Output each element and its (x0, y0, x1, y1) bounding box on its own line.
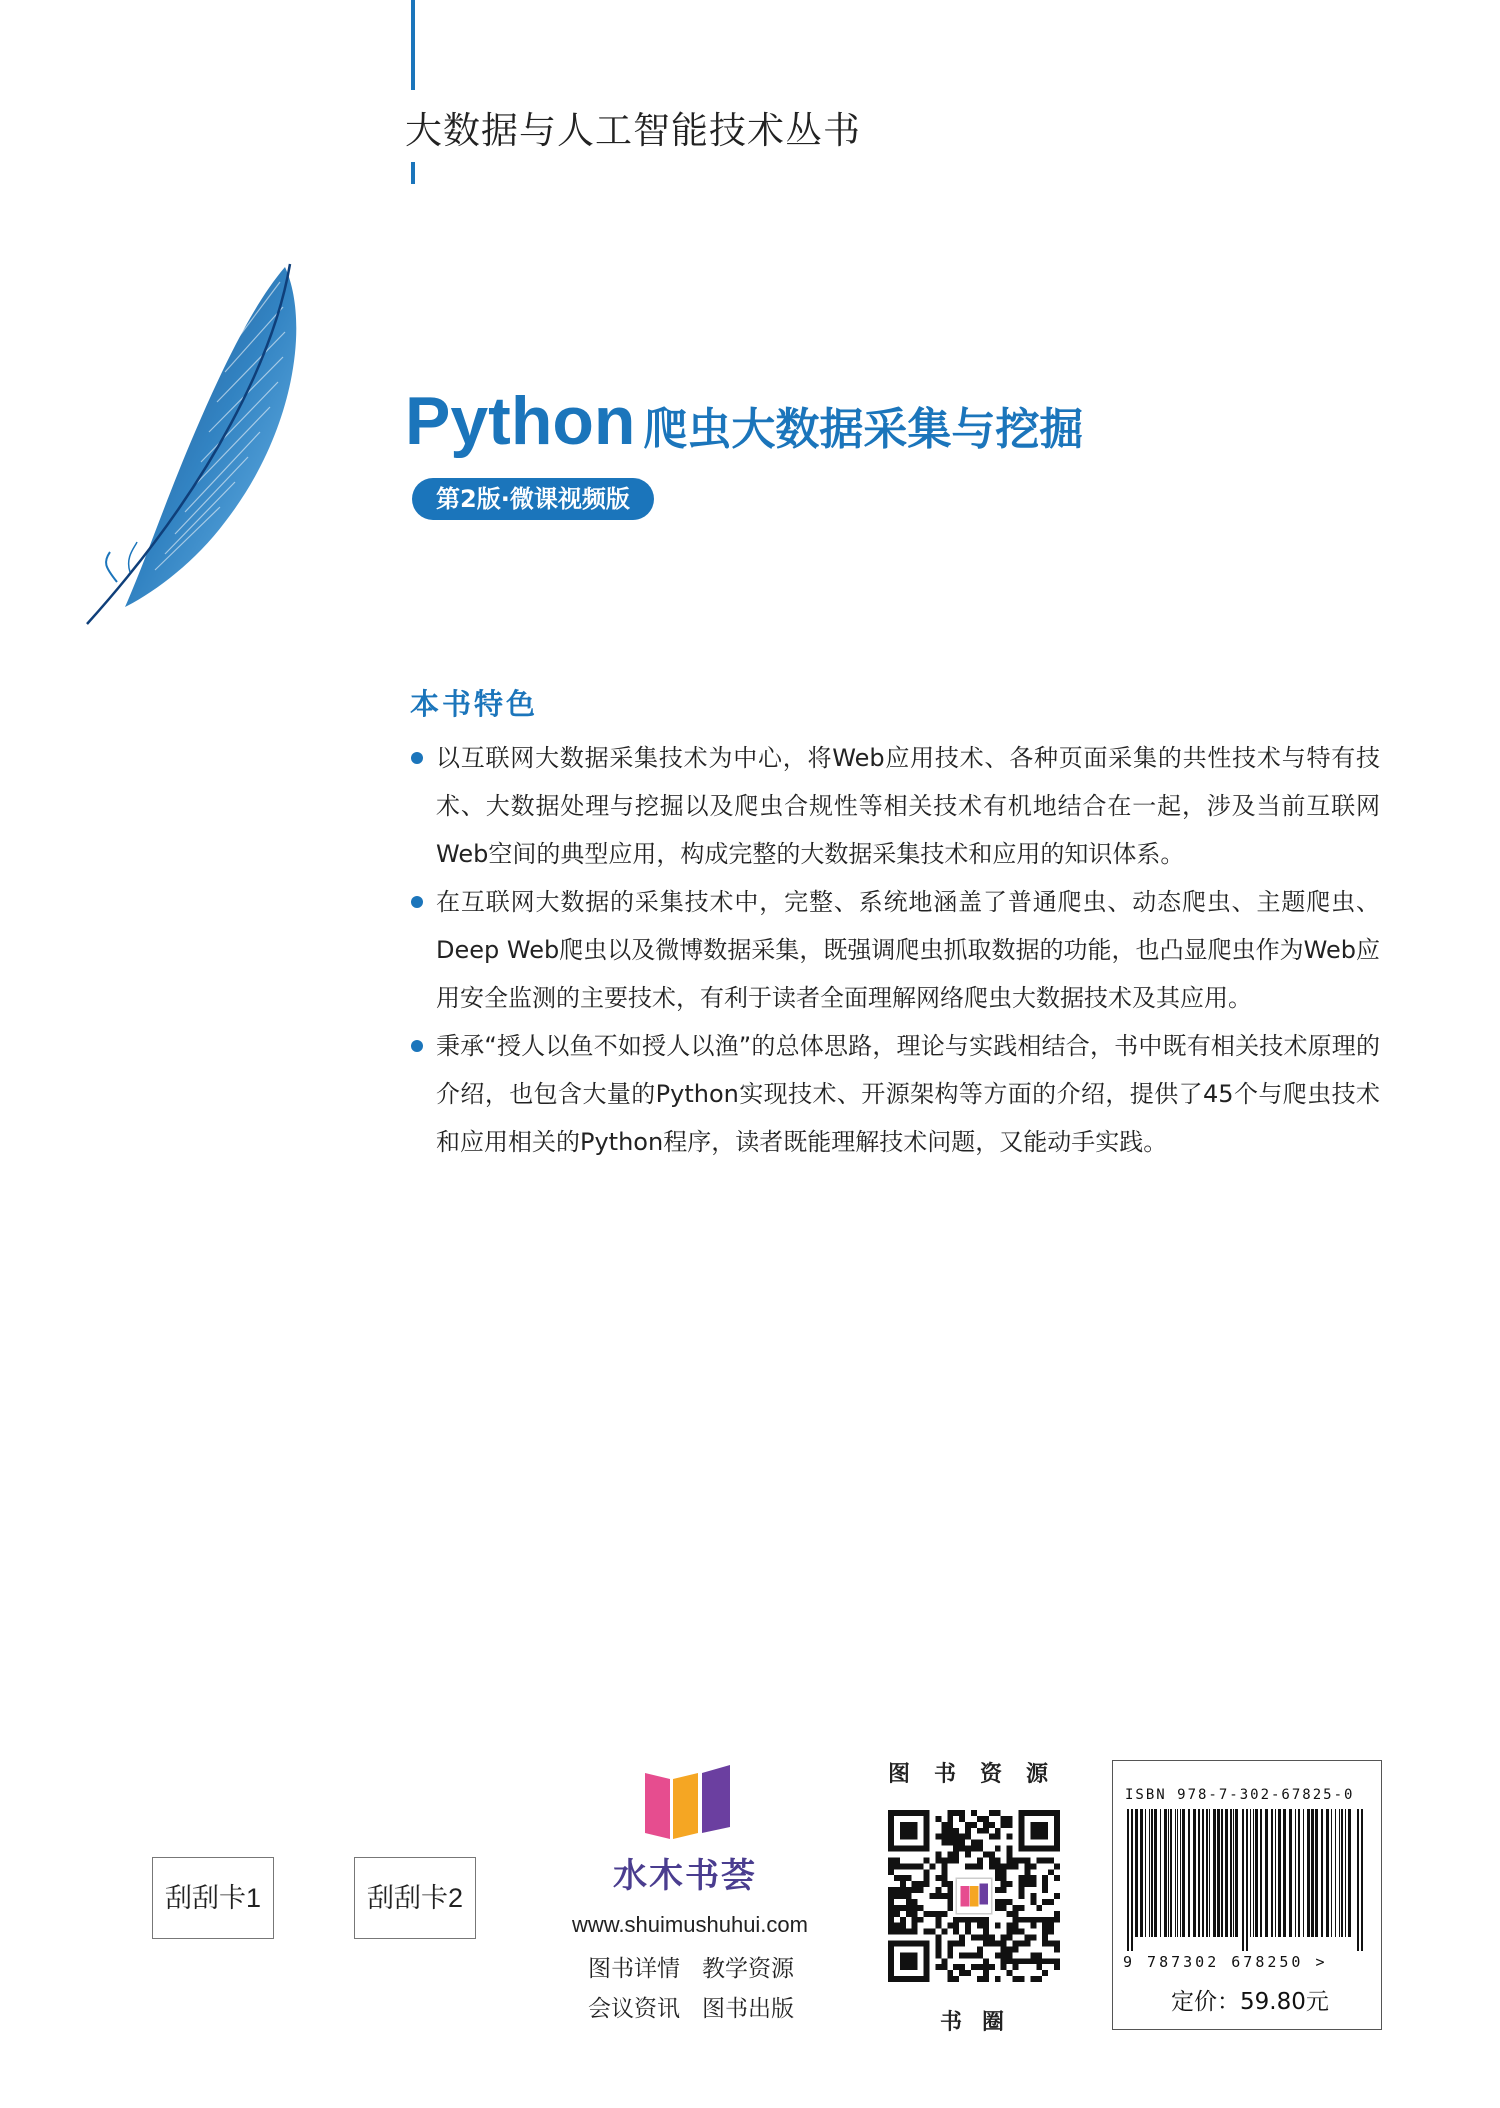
feather-illustration (85, 262, 325, 627)
book-logo-icon (640, 1765, 735, 1845)
link-book-details[interactable]: 图书详情 (588, 1956, 680, 1982)
feature-item (408, 878, 1380, 1022)
features-heading: 本书特色 (410, 687, 539, 721)
book-title (405, 382, 1083, 472)
qr-code[interactable] (888, 1810, 1060, 1982)
series-title: 大数据与人工智能技术丛书 (405, 109, 861, 152)
link-book-publishing[interactable]: 图书出版 (702, 1996, 794, 2022)
isbn-box (1112, 1760, 1382, 2030)
qr-caption: 书圈 (940, 2010, 1025, 2035)
scratch-card-1: 刮刮卡1 (152, 1857, 274, 1939)
features-list (408, 734, 1380, 1166)
feature-text: 以互联网大数据采集技术为中心，将Web应用技术、各种页面采集的共性技术与特有技术、大数据处理与挖掘以及爬虫合规性等相关技术有机地结合在一起，涉及当前互联网Web空间的典型应用，构成完整的大数据采集技术和应用的知识体系。 (436, 744, 1380, 868)
feature-text: 在互联网大数据的采集技术中，完整、系统地涵盖了普通爬虫、动态爬虫、主题爬虫、Deep Web爬虫以及微博数据采集，既强调爬虫抓取数据的功能，也凸显爬虫作为Web应用安全监测的主要技术，有利于读者全面理解网络爬虫大数据技术及其应用。 (436, 888, 1380, 1012)
feature-item (408, 1022, 1380, 1166)
scratch-card-2: 刮刮卡2 (354, 1857, 476, 1939)
publisher-brand: 水木书荟 (613, 1856, 757, 1896)
feature-text: 秉承“授人以鱼不如授人以渔”的总体思路，理论与实践相结合，书中既有相关技术原理的介绍，也包含大量的Python实现技术、开源架构等方面的介绍，提供了45个与爬虫技术和应用相关的Python程序，读者既能理解技术问题，又能动手实践。 (436, 1032, 1380, 1156)
isbn-label: ISBN 978-7-302-67825-0 (1125, 1787, 1355, 1803)
link-conference-news[interactable]: 会议资讯 (588, 1996, 680, 2022)
top-accent-bar (411, 0, 415, 90)
series-accent-bar (411, 162, 415, 184)
bullet-icon (411, 896, 423, 908)
bullet-icon (411, 752, 423, 764)
resources-title: 图书资源 (888, 1762, 1073, 1787)
book-title-latin: Python (405, 383, 636, 459)
bullet-icon (411, 1040, 423, 1052)
book-title-cn: 爬虫大数据采集与挖掘 (643, 404, 1084, 455)
edition-badge: 第2版·微课视频版 (412, 478, 654, 520)
barcode-digits: 9 787302 678250 > (1123, 1953, 1328, 1971)
feature-item (408, 734, 1380, 878)
link-teaching-resources[interactable]: 教学资源 (702, 1956, 794, 1982)
price: 定价：59.80元 (1171, 1989, 1329, 2015)
barcode (1127, 1809, 1365, 1951)
publisher-url[interactable]: www.shuimushuhui.com (572, 1912, 808, 1937)
